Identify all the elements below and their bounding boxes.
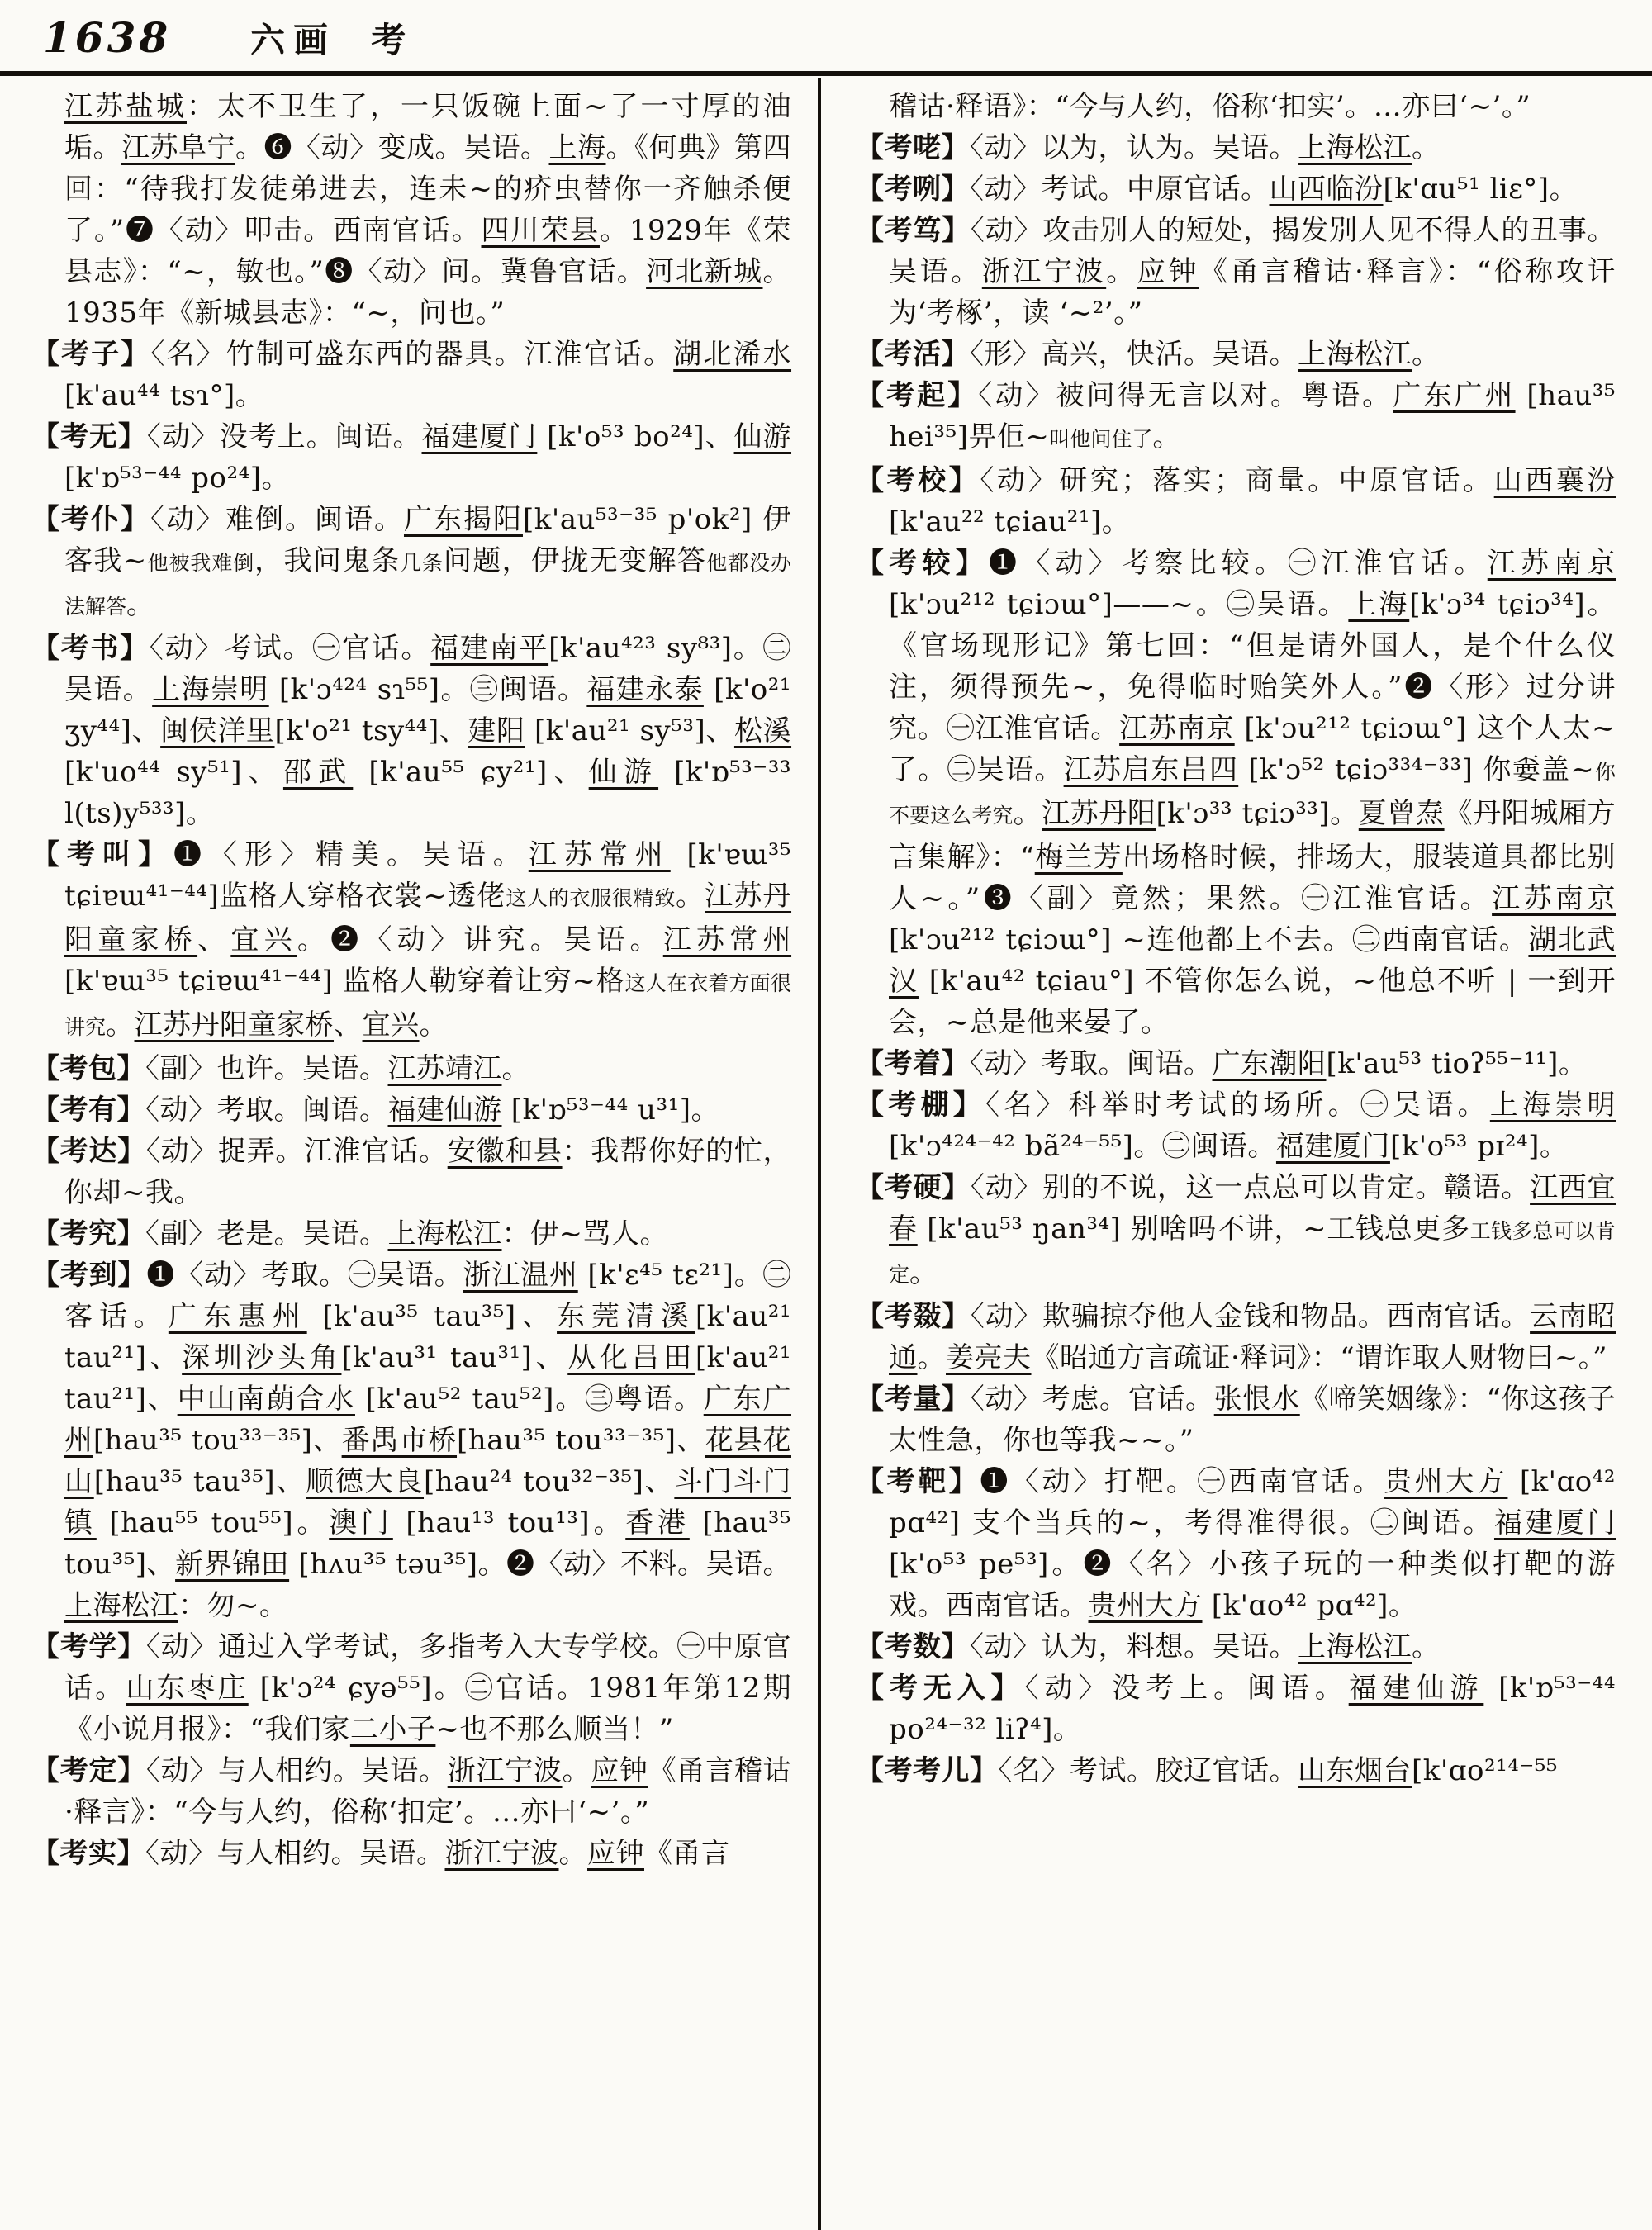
dictionary-entry: 【考无】〈动〉没考上。闽语。福建厦门 [k'o⁵³ bo²⁴]、仙游 [k'ɒ⁵³⁻⁴⁴ po²⁴]。 (31, 420, 792, 495)
entry-headword: 【考数】 (856, 1630, 970, 1663)
entry-headword: 【考靶】 (856, 1465, 980, 1498)
place-name: 仙游 (733, 420, 792, 453)
column-divider (818, 78, 821, 2230)
entry-headword: 【考有】 (31, 1094, 145, 1127)
place-name: 山东枣庄 (126, 1672, 249, 1705)
dictionary-entry: 【考数】〈动〉认为，料想。吴语。上海松江。 (856, 1630, 1441, 1663)
dictionary-entry: 【考仆】〈动〉难倒。闽语。广东揭阳[k'au⁵³⁻³⁵ p'ok²] 伊客我~他被我难倒，我问鬼条几条问题，伊拢无变解答他都没办法解答。 (31, 503, 792, 621)
dictionary-entry: 【考起】〈动〉被问得无言以对。粤语。广东广州 [hau³⁵ hei³⁵]畀佢~叫他问住了。 (856, 379, 1616, 453)
dictionary-entry: 【考敠】〈动〉欺骗掠夺他人金钱和物品。西南官话。云南昭通。姜亮夫《昭通方言疏证·释词》：“谓诈取人财物曰~。” (856, 1300, 1616, 1374)
dictionary-entry: 【考校】〈动〉研究；落实；商量。中原官话。山西襄汾 [k'au²² tɕiau²¹]。 (856, 464, 1616, 539)
gloss-small: 他被我难倒 (146, 551, 255, 575)
column-left (31, 86, 791, 1874)
gloss-small: 叫他问住了 (1049, 427, 1153, 451)
column-right (856, 86, 1616, 1791)
dictionary-entry: 【考子】〈名〉竹制可盛东西的器具。江淮官话。湖北浠水 [k'au⁴⁴ tsɿ°]。 (31, 338, 792, 412)
place-name: 湖北武汉 (889, 923, 1616, 998)
stroke-section: 六画 (250, 20, 337, 60)
place-name: 江苏盐城 (64, 90, 187, 123)
place-name: 闽侯洋里 (160, 714, 275, 747)
place-name: 浙江宁波 (447, 1754, 563, 1787)
page-header (43, 13, 406, 63)
dictionary-entry: 【考书】〈动〉考试。㊀官话。福建南平[k'au⁴²³ sy⁸³]。㊁吴语。上海崇明 [k'ɔ⁴²⁴ sɿ⁵⁵]。㊂闽语。福建永泰 [k'o²¹ ʒy⁴⁴]、闽侯洋里[k'o²¹ tsy⁴⁴]、建阳 [k'au²¹ sy⁵³]、松溪 [k'uo⁴⁴ sy⁵¹]、邵武 [k'au⁵⁵ ɕy²¹]、仙游 [k'ɒ⁵³⁻³³ l(ts)y⁵³³]。 (31, 632, 792, 830)
place-name: 香港 (625, 1506, 690, 1540)
place-name: 贵州大方 (1088, 1589, 1203, 1622)
place-name: 上海松江 (1298, 338, 1412, 371)
dictionary-entry: 【考叫】❶〈形〉精美。吴语。江苏常州 [k'ɐɯ³⁵ tɕiɐɯ⁴¹⁻⁴⁴]监格人穿格衣裳~透佬这人的衣服很精致。江苏丹阳童家桥、宜兴。❷〈动〉讲究。吴语。江苏常州 [k'ɐɯ³⁵ tɕiɐɯ⁴¹⁻⁴⁴] 监格人勒穿着让穷~格这人在衣着方面很讲究。江苏丹阳童家桥、宜兴。 (31, 838, 792, 1041)
place-name: 广东广州 (64, 1383, 791, 1457)
place-name: 江苏启东吕四 (1063, 753, 1239, 786)
place-name: 应钟 (1137, 255, 1199, 288)
entry-headword: 【考笃】 (856, 214, 971, 247)
place-name: 江苏丹阳 (1042, 797, 1156, 830)
entry-headword: 【考定】 (31, 1754, 146, 1787)
place-name: 四川荣县 (481, 214, 600, 247)
place-name: 宜兴 (230, 923, 297, 956)
gloss-small: 工钱多总可以肯定 (889, 1219, 1616, 1287)
place-name: 江苏靖江 (387, 1052, 502, 1085)
place-name: 福建厦门 (1275, 1130, 1390, 1163)
place-name: 福建永泰 (586, 673, 704, 706)
gloss-small: 这人的衣服很精致 (506, 886, 676, 910)
place-name: 从化吕田 (567, 1341, 695, 1374)
place-name: 江苏常州 (528, 838, 671, 871)
place-name: 湖北浠水 (673, 338, 792, 371)
place-name: 顺德大良 (306, 1465, 425, 1498)
place-name: 浙江温州 (463, 1259, 578, 1292)
place-name: 上海崇明 (1489, 1089, 1616, 1122)
place-name: 番禺市桥 (341, 1424, 458, 1457)
place-name: 山东烟台 (1298, 1754, 1412, 1787)
dictionary-entry: 【考量】〈动〉考虑。官话。张恨水《啼笑姻缘》：“你这孩子太性急，你也等我~~。” (856, 1383, 1616, 1457)
place-name: 广东潮阳 (1212, 1047, 1327, 1080)
dictionary-entry: 【考硬】〈动〉别的不说，这一点总可以肯定。赣语。江西宜春 [k'au⁵³ ŋan³⁴] 别啥吗不讲，~工钱总更多工钱多总可以肯定。 (856, 1171, 1616, 1289)
dictionary-entry: 【考到】❶〈动〉考取。㊀吴语。浙江温州 [k'ɛ⁴⁵ tɛ²¹]。㊁客话。广东惠州 [k'au³⁵ tau³⁵]、东莞清溪[k'au²¹ tau²¹]、深圳沙头角[k'au³¹ tau³¹]、从化吕田[k'au²¹ tau²¹]、中山南蓢合水 [k'au⁵² tau⁵²]。㊂粤语。广东广州[hau³⁵ tou³³⁻³⁵]、番禺市桥[hau³⁵ tou³³⁻³⁵]、花县花山[hau³⁵ tau³⁵]、顺德大良[hau²⁴ tou³²⁻³⁵]、斗门斗门镇 [hau⁵⁵ tou⁵⁵]。澳门 [hau¹³ tou¹³]。香港 [hau³⁵ tou³⁵]、新界锦田 [hʌu³⁵ təu³⁵]。❷〈动〉不料。吴语。上海松江：勿~。 (31, 1259, 792, 1622)
place-name: 广东惠州 (168, 1300, 307, 1333)
gloss-small: 这人在衣着方面很讲究 (64, 971, 791, 1039)
dictionary-entry: 【考究】〈副〉老是。吴语。上海松江：伊~骂人。 (31, 1217, 668, 1250)
place-name: 上海松江 (1298, 1630, 1412, 1663)
head-character: 考 (371, 20, 406, 60)
place-name: 花县花山 (64, 1424, 791, 1498)
place-name: 深圳沙头角 (182, 1341, 342, 1374)
place-name: 福建仙游 (1348, 1672, 1484, 1705)
gloss-small: 几条 (401, 551, 444, 575)
place-name: 江苏南京 (1487, 547, 1616, 580)
entry-headword: 【考究】 (31, 1217, 145, 1250)
entry-headword: 【考学】 (31, 1630, 146, 1663)
dictionary-entry: 【考定】〈动〉与人相约。吴语。浙江宁波。应钟《甬言稽诂·释言》：“今与人约，俗称‘扣定’。…亦曰‘~’。” (31, 1754, 792, 1829)
dictionary-entry: 【考无入】〈动〉没考上。闽语。福建仙游 [k'ɒ⁵³⁻⁴⁴ po²⁴⁻³² liʔ⁴]。 (856, 1672, 1616, 1746)
entry-headword: 【考敠】 (856, 1300, 971, 1333)
place-name: 贵州大方 (1384, 1465, 1508, 1498)
entry-headword: 【考硬】 (856, 1171, 971, 1204)
place-name: 安徽和县 (447, 1135, 563, 1168)
place-name: 广东广州 (1393, 379, 1516, 412)
place-name: 东莞清溪 (557, 1300, 695, 1333)
place-name: 宜兴 (362, 1008, 420, 1041)
dictionary-entry: 【考笃】〈动〉攻击别人的短处，揭发别人见不得人的丑事。吴语。浙江宁波。应钟《甬言稽诂·释言》：“俗称攻讦为‘考椓’，读 ‘~²’。” (856, 214, 1616, 330)
place-name: 云南昭通 (889, 1300, 1616, 1374)
place-name: 江苏丹阳童家桥 (134, 1008, 335, 1041)
entry-headword: 【考校】 (856, 464, 980, 497)
dictionary-entry: 【考实】〈动〉与人相约。吴语。浙江宁波。应钟《甬言 (31, 1837, 730, 1870)
dictionary-entry: 【考咾】〈动〉以为，认为。吴语。上海松江。 (856, 131, 1441, 164)
dictionary-entry: 【考学】〈动〉通过入学考试，多指考入大专学校。㊀中原官话。山东枣庄 [k'ɔ²⁴ ɕyə⁵⁵]。㊁官话。1981年第12期《小说月报》：“我们家二小子~也不那么顺当！” (31, 1630, 792, 1746)
place-name: 江苏阜宁 (121, 131, 235, 164)
place-name: 浙江宁波 (444, 1837, 559, 1870)
entry-headword: 【考棚】 (856, 1089, 985, 1122)
entry-headword: 【考着】 (856, 1047, 970, 1080)
entry-headword: 【考包】 (31, 1052, 145, 1085)
place-name: 江西宜春 (889, 1171, 1616, 1245)
place-name: 新界锦田 (175, 1548, 290, 1581)
place-name: 中山南蓢合水 (177, 1383, 355, 1416)
place-name: 梅兰芳 (1034, 841, 1123, 874)
continuation-paragraph: 江苏盐城：太不卫生了，一只饭碗上面~了一寸厚的油垢。江苏阜宁。❻〈动〉变成。吴语。上海。《何典》第四回：“待我打发徒弟进去，连未~的疥虫替你一齐触杀便了。”❼〈动〉叩击。西南官话。四川荣县。1929年《荣县志》：“~，敏也。”❽〈动〉问。冀鲁官话。河北新城。1935年《新城县志》：“~，问也。” (64, 90, 792, 330)
place-name: 二小子 (349, 1713, 436, 1746)
place-name: 上海松江 (64, 1589, 178, 1622)
place-name: 上海 (548, 131, 606, 164)
entry-headword: 【考活】 (856, 338, 970, 371)
entry-headword: 【考无入】 (856, 1672, 1025, 1705)
entry-headword: 【考量】 (856, 1383, 971, 1416)
place-name: 邵武 (282, 756, 354, 789)
place-name: 仙游 (588, 756, 659, 789)
dictionary-entry: 【考棚】〈名〉科举时考试的场所。㊀吴语。上海崇明 [k'ɔ⁴²⁴⁻⁴² bã²⁴⁻⁵⁵]。㊁闽语。福建厦门[k'o⁵³ pɪ²⁴]。 (856, 1089, 1616, 1163)
place-name: 姜亮夫 (946, 1341, 1032, 1374)
place-name: 斗门斗门镇 (64, 1465, 791, 1540)
place-name: 浙江宁波 (981, 255, 1107, 288)
place-name: 江苏常州 (662, 923, 792, 956)
place-name: 福建厦门 (1493, 1506, 1616, 1540)
entry-headword: 【考无】 (31, 420, 147, 453)
dictionary-entry: 【考咧】〈动〉考试。中原官话。山西临汾[k'ɑu⁵¹ liɛ°]。 (856, 173, 1578, 206)
gloss-small: 他都没办法解答 (64, 551, 791, 619)
dictionary-entry: 【考考儿】〈名〉考试。胶辽官话。山东烟台[k'ɑo²¹⁴⁻⁵⁵ (856, 1754, 1559, 1787)
entry-headword: 【考咾】 (856, 131, 970, 164)
entry-headword: 【考子】 (31, 338, 151, 371)
place-name: 建阳 (468, 714, 525, 747)
place-name: 江苏南京 (1119, 712, 1235, 745)
entry-headword: 【考达】 (31, 1135, 146, 1168)
place-name: 上海 (1348, 588, 1410, 621)
entry-headword: 【考仆】 (31, 503, 150, 536)
dictionary-entry: 【考包】〈副〉也许。吴语。江苏靖江。 (31, 1052, 530, 1085)
entry-headword: 【考较】 (856, 547, 989, 580)
gloss-small: 你不要这么考究 (889, 760, 1616, 828)
place-name: 广东揭阳 (403, 503, 523, 536)
place-name: 夏曾焘 (1358, 797, 1445, 830)
place-name: 福建南平 (430, 632, 549, 665)
place-name: 应钟 (591, 1754, 648, 1787)
entry-headword: 【考咧】 (856, 173, 970, 206)
place-name: 福建厦门 (421, 420, 538, 453)
place-name: 应钟 (587, 1837, 644, 1870)
page-number: 1638 (43, 13, 172, 62)
entry-headword: 【考考儿】 (856, 1754, 999, 1787)
place-name: 江苏南京 (1492, 882, 1616, 915)
place-name: 山西襄汾 (1493, 464, 1616, 497)
dictionary-entry: 【考有】〈动〉考取。闽语。福建仙游 [k'ɒ⁵³⁻⁴⁴ u³¹]。 (31, 1094, 719, 1127)
entry-headword: 【考书】 (31, 632, 150, 665)
header-rule (0, 71, 1652, 76)
dictionary-entry: 【考着】〈动〉考取。闽语。广东潮阳[k'au⁵³ tioʔ⁵⁵⁻¹¹]。 (856, 1047, 1588, 1080)
place-name: 上海松江 (387, 1217, 502, 1250)
place-name: 福建仙游 (387, 1094, 502, 1127)
place-name: 澳门 (329, 1506, 393, 1540)
dictionary-entry: 【考较】❶〈动〉考察比较。㊀江淮官话。江苏南京[k'ɔu²¹² tɕiɔɯ°]——~。㊁吴语。上海[k'ɔ³⁴ tɕiɔ³⁴]。《官场现形记》第七回：“但是请外国人，是个什么仪注，须得预先~，免得临时贻笑外人。”❷〈形〉过分讲究。㊀江淮官话。江苏南京 [k'ɔu²¹² tɕiɔɯ°] 这个人太~了。㊁吴语。江苏启东吕四 [k'ɔ⁵² tɕiɔ³³⁴⁻³³] 你嫑盖~你不要这么考究。江苏丹阳[k'ɔ³³ tɕiɔ³³]。夏曾焘《丹阳城厢方言集解》：“梅兰芳出场格时候，排场大，服装道具都比别人~。”❸〈副〉竟然；果然。㊀江淮官话。江苏南京 [k'ɔu²¹² tɕiɔɯ°] ~连他都上不去。㊁西南官话。湖北武汉 [k'au⁴² tɕiau°] 不管你怎么说，~他总不听 | 一到开会，~总是他来晏了。 (856, 547, 1616, 1039)
continuation-paragraph: 稽诂·释语》：“今与人约，俗称‘扣实’。…亦曰‘~’。” (889, 90, 1531, 123)
entry-headword: 【考实】 (31, 1837, 145, 1870)
dictionary-entry: 【考达】〈动〉捉弄。江淮官话。安徽和县：我帮你好的忙，你却~我。 (31, 1135, 792, 1209)
place-name: 上海松江 (1298, 131, 1412, 164)
entry-headword: 【考到】 (31, 1259, 147, 1292)
entry-headword: 【考叫】 (31, 838, 173, 871)
place-name: 松溪 (733, 714, 792, 747)
place-name: 上海崇明 (152, 673, 269, 706)
place-name: 张恨水 (1213, 1383, 1300, 1416)
place-name: 江苏丹阳童家桥 (64, 880, 792, 956)
place-name: 山西临汾 (1269, 173, 1384, 206)
dictionary-entry: 【考靶】❶〈动〉打靶。㊀西南官话。贵州大方 [k'ɑo⁴² pɑ⁴²] 支个当兵的~，考得准得很。㊁闽语。福建厦门 [k'o⁵³ pe⁵³]。❷〈名〉小孩子玩的一种类似打靶的游戏。西南官话。贵州大方 [k'ɑo⁴² pɑ⁴²]。 (856, 1465, 1616, 1622)
dictionary-entry: 【考活】〈形〉高兴，快活。吴语。上海松江。 (856, 338, 1441, 371)
place-name: 河北新城 (646, 255, 763, 288)
entry-headword: 【考起】 (856, 379, 979, 412)
